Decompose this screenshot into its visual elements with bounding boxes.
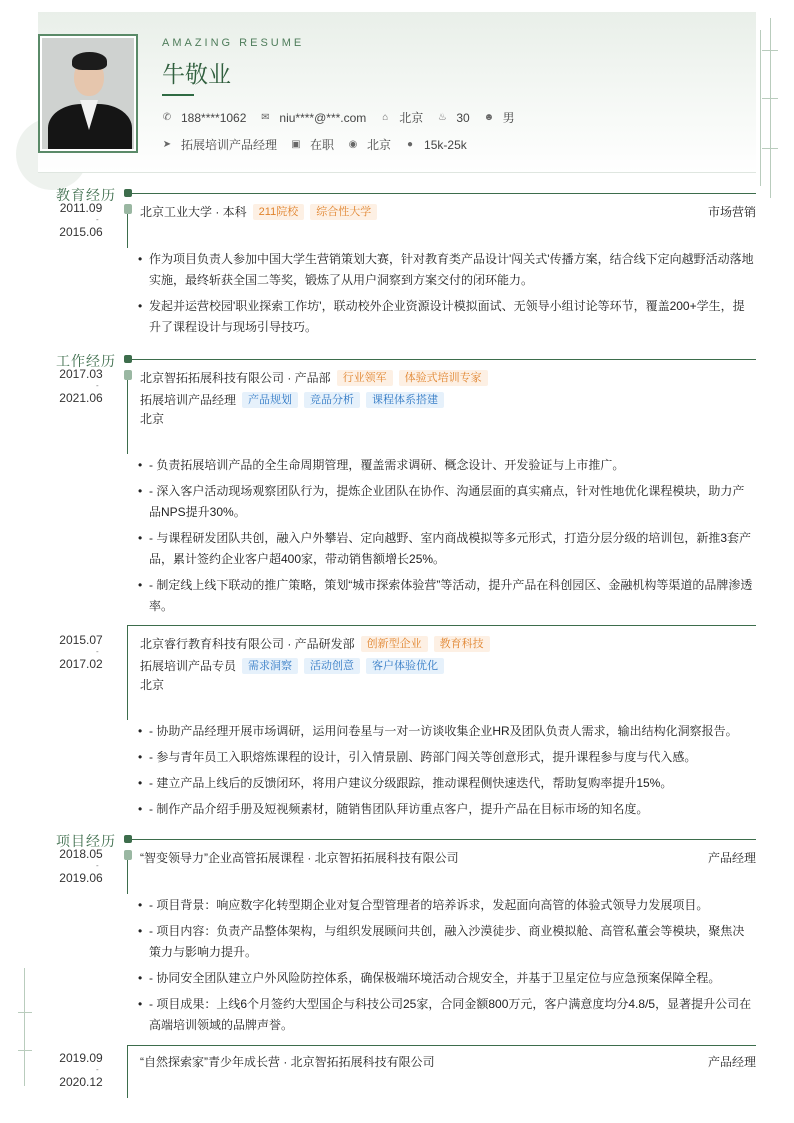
timeline-bar xyxy=(127,1046,128,1098)
email-item xyxy=(260,111,366,125)
project-role: 产品经理 xyxy=(707,1055,756,1069)
tag: 活动创意 xyxy=(304,658,360,674)
timeline-bar xyxy=(127,380,128,454)
tag: 行业领军 xyxy=(337,370,393,386)
tag: 客户体验优化 xyxy=(366,658,444,674)
list-item: • - 项目成果：上线6个月签约大型国企与科技公司25家，合同金额800万元，客户满意度均分4.8/5，显著提升公司在高端培训领域的品牌声誉。 xyxy=(138,994,754,1036)
work-company xyxy=(140,369,756,386)
work-role xyxy=(140,391,756,408)
project-entry xyxy=(140,1053,756,1070)
location-icon: ◉ xyxy=(348,138,358,150)
decorative-tick xyxy=(762,50,778,51)
timeline-bar xyxy=(127,214,128,248)
date-end: 2020.12 xyxy=(59,1075,103,1089)
school-name: 北京工业大学 · 本科 xyxy=(140,205,247,219)
tag: 体验式培训专家 xyxy=(399,370,488,386)
tag: 创新型企业 xyxy=(361,636,428,652)
list-item: • 作为项目负责人参加中国大学生营销策划大赛，针对教育类产品设计'闯关式'传播方案，结合线下定向越野活动落地实施，最终斩获全国二等奖，锻炼了从用户洞察到方案交付的闭环能力。 xyxy=(138,249,754,291)
tag: 211院校 xyxy=(253,204,305,220)
project-entry xyxy=(140,849,756,866)
list-item: • - 参与青年员工入职熔炼课程的设计，引入情景剧、跨部门闯关等创意形式，提升课程参与度与代入感。 xyxy=(138,747,754,768)
timeline-marker xyxy=(124,850,132,860)
coin-icon: ● xyxy=(407,138,414,150)
tag: 产品规划 xyxy=(242,392,298,408)
section-marker xyxy=(124,835,132,843)
date-end: 2015.06 xyxy=(59,225,103,239)
education-bullets xyxy=(138,249,754,343)
project-bullets xyxy=(138,895,754,1041)
list-item: • - 项目内容：负责产品整体架构，与组织发展顾问共创，融入沙漠徒步、商业模拟舱、高管私董会等模块，聚焦决策力与影响力提升。 xyxy=(138,921,754,963)
work-city xyxy=(140,410,756,427)
city-item xyxy=(380,109,423,126)
contact-row xyxy=(162,109,529,126)
work-city xyxy=(140,676,756,693)
candidate-name: 牛敬业 xyxy=(162,61,231,87)
section-rule xyxy=(124,193,756,194)
status-value: 在职 xyxy=(310,138,335,152)
list-item: • - 协同安全团队建立户外风险防控体系，确保极端环境活动合规安全，并基于卫星定位与应急预案保障全程。 xyxy=(138,968,754,989)
tag: 课程体系搭建 xyxy=(366,392,444,408)
gender-value: 男 xyxy=(502,111,515,125)
decorative-line xyxy=(760,30,761,186)
home-icon: ⌂ xyxy=(382,111,389,123)
briefcase-icon: ▣ xyxy=(291,138,301,150)
decorative-tick xyxy=(18,1012,32,1013)
role-name: 拓展培训产品专员 xyxy=(140,659,237,673)
company-name: 北京睿行教育科技有限公司 · 产品研发部 xyxy=(140,637,355,651)
project-role: 产品经理 xyxy=(707,851,756,865)
mail-icon: ✉ xyxy=(261,111,270,123)
project-name: “智变领导力”企业高管拓展课程 · 北京智拓拓展科技有限公司 xyxy=(140,851,459,865)
salary-value: 15k-25k xyxy=(424,137,467,152)
list-item: • - 负责拓展培训产品的全生命周期管理，覆盖需求调研、概念设计、开发验证与上市推广。 xyxy=(138,455,754,476)
email-value: niu****@***.com xyxy=(279,110,367,125)
phone-value: 188****1062 xyxy=(181,110,247,125)
section-marker xyxy=(124,355,132,363)
resume-tagline: AMAZING RESUME xyxy=(162,37,305,49)
date-separator: - xyxy=(96,381,99,390)
status-item xyxy=(291,136,334,153)
work-role xyxy=(140,657,756,674)
education-entry xyxy=(140,203,756,220)
decorative-line xyxy=(24,968,25,1086)
company-name: 北京智拓拓展科技有限公司 · 产品部 xyxy=(140,371,331,385)
phone-item xyxy=(162,111,246,125)
date-start: 2017.03 xyxy=(59,367,103,381)
date-start: 2015.07 xyxy=(59,633,103,647)
date-end: 2017.02 xyxy=(59,657,103,671)
decorative-tick xyxy=(18,1050,32,1051)
profile-photo xyxy=(38,34,138,153)
list-item: • - 深入客户活动现场观察团队行为，提炼企业团队在协作、沟通层面的真实痛点，针对性地优化课程模块，助力产品NPS提升30%。 xyxy=(138,481,754,523)
list-item: • - 制作产品介绍手册及短视频素材，随销售团队拜访重点客户，提升产品在目标市场的知名度。 xyxy=(138,799,754,820)
position-item xyxy=(162,136,277,153)
major: 市场营销 xyxy=(707,205,756,219)
gender-item xyxy=(484,109,515,126)
date-end: 2019.06 xyxy=(59,871,103,885)
section-title-work: 工作经历 xyxy=(56,353,116,369)
gender-icon: ☻ xyxy=(483,111,495,123)
phone-icon: ✆ xyxy=(162,111,172,123)
timeline-bar xyxy=(127,626,128,720)
entry-divider xyxy=(127,625,756,626)
cake-icon: ♨ xyxy=(437,111,447,123)
send-icon: ➤ xyxy=(162,138,172,150)
date-separator: - xyxy=(96,215,99,224)
work-bullets xyxy=(138,721,754,825)
timeline-marker xyxy=(124,370,132,380)
decorative-tick xyxy=(762,98,778,99)
tag: 综合性大学 xyxy=(310,204,377,220)
work-company xyxy=(140,635,756,652)
age-value: 30 xyxy=(456,110,470,125)
list-item: • - 协助产品经理开展市场调研，运用问卷星与一对一访谈收集企业HR及团队负责人需求，输出结构化洞察报告。 xyxy=(138,721,754,742)
section-title-education: 教育经历 xyxy=(56,187,116,203)
city-value: 北京 xyxy=(399,111,424,125)
date-separator: - xyxy=(96,861,99,870)
tag: 教育科技 xyxy=(434,636,490,652)
city: 北京 xyxy=(140,678,165,692)
tag: 需求洞察 xyxy=(242,658,298,674)
list-item: • - 制定线上线下联动的推广策略，策划“城市探索体验营”等活动，提升产品在科创园区、金融机构等渠道的品牌渗透率。 xyxy=(138,575,754,617)
date-start: 2019.09 xyxy=(59,1051,103,1065)
decorative-tick xyxy=(762,148,778,149)
section-title-projects: 项目经历 xyxy=(56,833,116,849)
city: 北京 xyxy=(140,412,165,426)
date-start: 2018.05 xyxy=(59,847,103,861)
project-name: “自然探索家”青少年成长营 · 北京智拓拓展科技有限公司 xyxy=(140,1055,435,1069)
section-rule xyxy=(124,839,756,840)
timeline-marker xyxy=(124,204,132,214)
date-separator: - xyxy=(96,647,99,656)
tag: 竞品分析 xyxy=(304,392,360,408)
header-divider xyxy=(38,172,756,173)
decorative-line xyxy=(770,18,771,198)
list-item: • - 与课程研发团队共创，融入户外攀岩、定向越野、室内商战模拟等多元形式，打造分层分级的培训包，新推3套产品，累计签约企业客户超400家，带动销售额增长25%。 xyxy=(138,528,754,570)
intent-row xyxy=(162,136,481,153)
work-bullets xyxy=(138,455,754,622)
age-item xyxy=(437,111,469,125)
target-city-value: 北京 xyxy=(367,138,392,152)
list-item: • - 项目背景：响应数字化转型期企业对复合型管理者的培养诉求，发起面向高管的体验式领导力发展项目。 xyxy=(138,895,754,916)
target-city-item xyxy=(348,136,391,153)
list-item: • - 建立产品上线后的反馈闭环，将用户建议分级跟踪，推动课程侧快速迭代，帮助复购率提升15%。 xyxy=(138,773,754,794)
list-item: • 发起并运营校园'职业探索工作坊'，联动校外企业资源设计模拟面试、无领导小组讨论等环节，覆盖200+学生，提升了课程设计与现场引导技巧。 xyxy=(138,296,754,338)
section-rule xyxy=(124,359,756,360)
date-end: 2021.06 xyxy=(59,391,103,405)
salary-item xyxy=(405,138,467,152)
timeline-bar xyxy=(127,860,128,894)
resume-header xyxy=(38,12,756,172)
entry-divider xyxy=(127,1045,756,1046)
position-value: 拓展培训产品经理 xyxy=(181,138,278,152)
date-start: 2011.09 xyxy=(59,201,103,215)
role-name: 拓展培训产品经理 xyxy=(140,393,237,407)
date-separator: - xyxy=(96,1065,99,1074)
section-marker xyxy=(124,189,132,197)
name-underline xyxy=(162,94,194,96)
